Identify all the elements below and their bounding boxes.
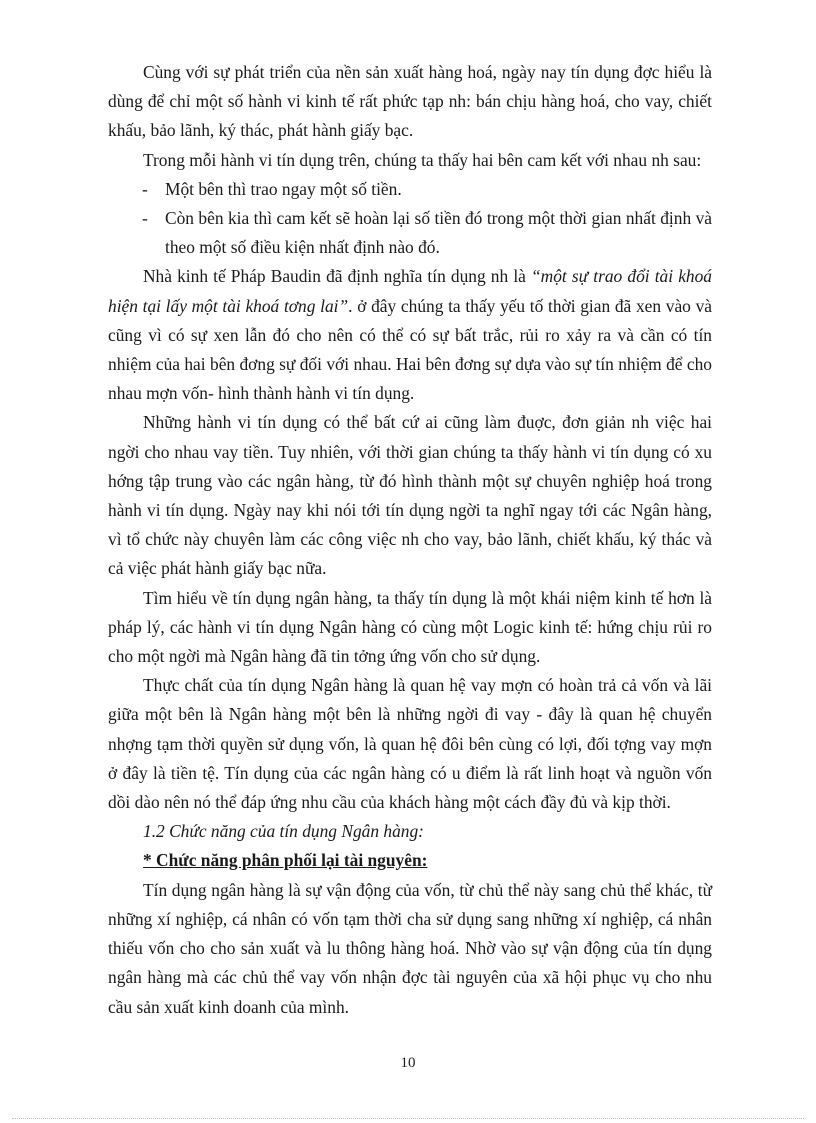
- bullet-text: Còn bên kia thì cam kết sẽ hoàn lại số tiền đó trong một thời gian nhất định và theo một số điều kiện nhất định nào đó.: [165, 208, 712, 258]
- paragraph-3-lead: Nhà kinh tế Pháp Baudin đã định nghĩa tín dụng nh là: [143, 266, 531, 287]
- paragraph-3-tail: . ở đây chúng ta thấy yếu tố thời gian đã xen vào và cũng vì có sự xen lẫn đó cho nên có thể có sự bất trắc, rủi ro xảy ra và cần có tín nhiệm của hai bên đơng sự đối với nhau. Hai bên đơng sự dựa vào sự tín nhiệm để cho nhau mợn vốn- hình thành hành vi tín dụng.: [108, 295, 712, 404]
- bullet-item: [108, 175, 712, 204]
- page-bottom-divider: [12, 1118, 804, 1119]
- paragraph-3: [108, 262, 712, 408]
- paragraph-6: Thực chất của tín dụng Ngân hàng là quan hệ vay mợn có hoàn trả cả vốn và lãi giữa một bên là Ngân hàng một bên là những ngời đi vay - đây là quan hệ chuyển nhợng tạm thời quyền sử dụng vốn, là quan hệ đôi bên cùng có lợi, đối tợng vay mợn ở đây là tiền tệ. Tín dụng của các ngân hàng có u điểm là rất linh hoạt và nguồn vốn dồi dào nên nó thể đáp ứng nhu cầu của khách hàng một cách đầy đủ và kịp thời.: [108, 675, 712, 813]
- bullet-text: Một bên thì trao ngay một số tiền.: [165, 178, 402, 199]
- paragraph-2: Trong mỗi hành vi tín dụng trên, chúng ta thấy hai bên cam kết với nhau nh sau:: [143, 149, 702, 170]
- bullet-item: [108, 204, 712, 262]
- paragraph-7: Tín dụng ngân hàng là sự vận động của vốn, từ chủ thể này sang chủ thể khác, từ những xí nghiệp, cá nhân có vốn tạm thời cha sử dụng sang những xí nghiệp, cá nhân thiếu vốn cho cho sản xuất và lu thông hàng hoá. Nhờ vào sự vận động của tín dụng ngân hàng mà các chủ thể vay vốn nhận đợc tài nguyên của xã hội phục vụ cho nhu cầu sản xuất kinh doanh của mình.: [108, 879, 712, 1017]
- paragraph-1: Cùng với sự phát triển của nền sản xuất hàng hoá, ngày nay tín dụng đợc hiểu là dùng để chỉ một số hành vi kinh tế rất phức tạp nh: bán chịu hàng hoá, cho vay, chiết khấu, bảo lãnh, ký thác, phát hành giấy bạc.: [108, 62, 712, 141]
- page-number: 10: [400, 1055, 416, 1071]
- subheading: * Chức năng phân phối lại tài nguyên:: [143, 850, 428, 871]
- paragraph-5: Tìm hiểu về tín dụng ngân hàng, ta thấy tín dụng là một khái niệm kinh tế hơn là pháp lý, các hành vi tín dụng Ngân hàng có cùng một Logic kinh tế: hứng chịu rủi ro cho một ngời mà Ngân hàng đã tin tởng ứng vốn cho sử dụng.: [108, 587, 712, 667]
- bullet-marker: -: [142, 178, 148, 199]
- bullet-marker: -: [142, 208, 148, 229]
- baudin-definition-quote: “một sự trao đổi tài khoá hiện tại lấy một tài khoá tơng lai”: [108, 266, 713, 316]
- section-heading: 1.2 Chức năng của tín dụng Ngân hàng:: [143, 821, 424, 842]
- paragraph-4: Những hành vi tín dụng có thể bất cứ ai cũng làm đuợc, đơn giản nh việc hai ngời cho nhau vay tiền. Tuy nhiên, với thời gian chúng ta thấy hành vi tín dụng có xu hớng tập trung vào các ngân hàng, từ đó hình thành một sự chuyên nghiệp hoá trong hành vi tín dụng. Ngày nay khi nói tới tín dụng ngời ta nghĩ ngay tới các Ngân hàng, vì tổ chức này chuyên làm các công việc nh cho vay, bảo lãnh, chiết khấu, ký thác và cả việc phát hành giấy bạc nữa.: [108, 412, 712, 579]
- document-page: [108, 58, 712, 1022]
